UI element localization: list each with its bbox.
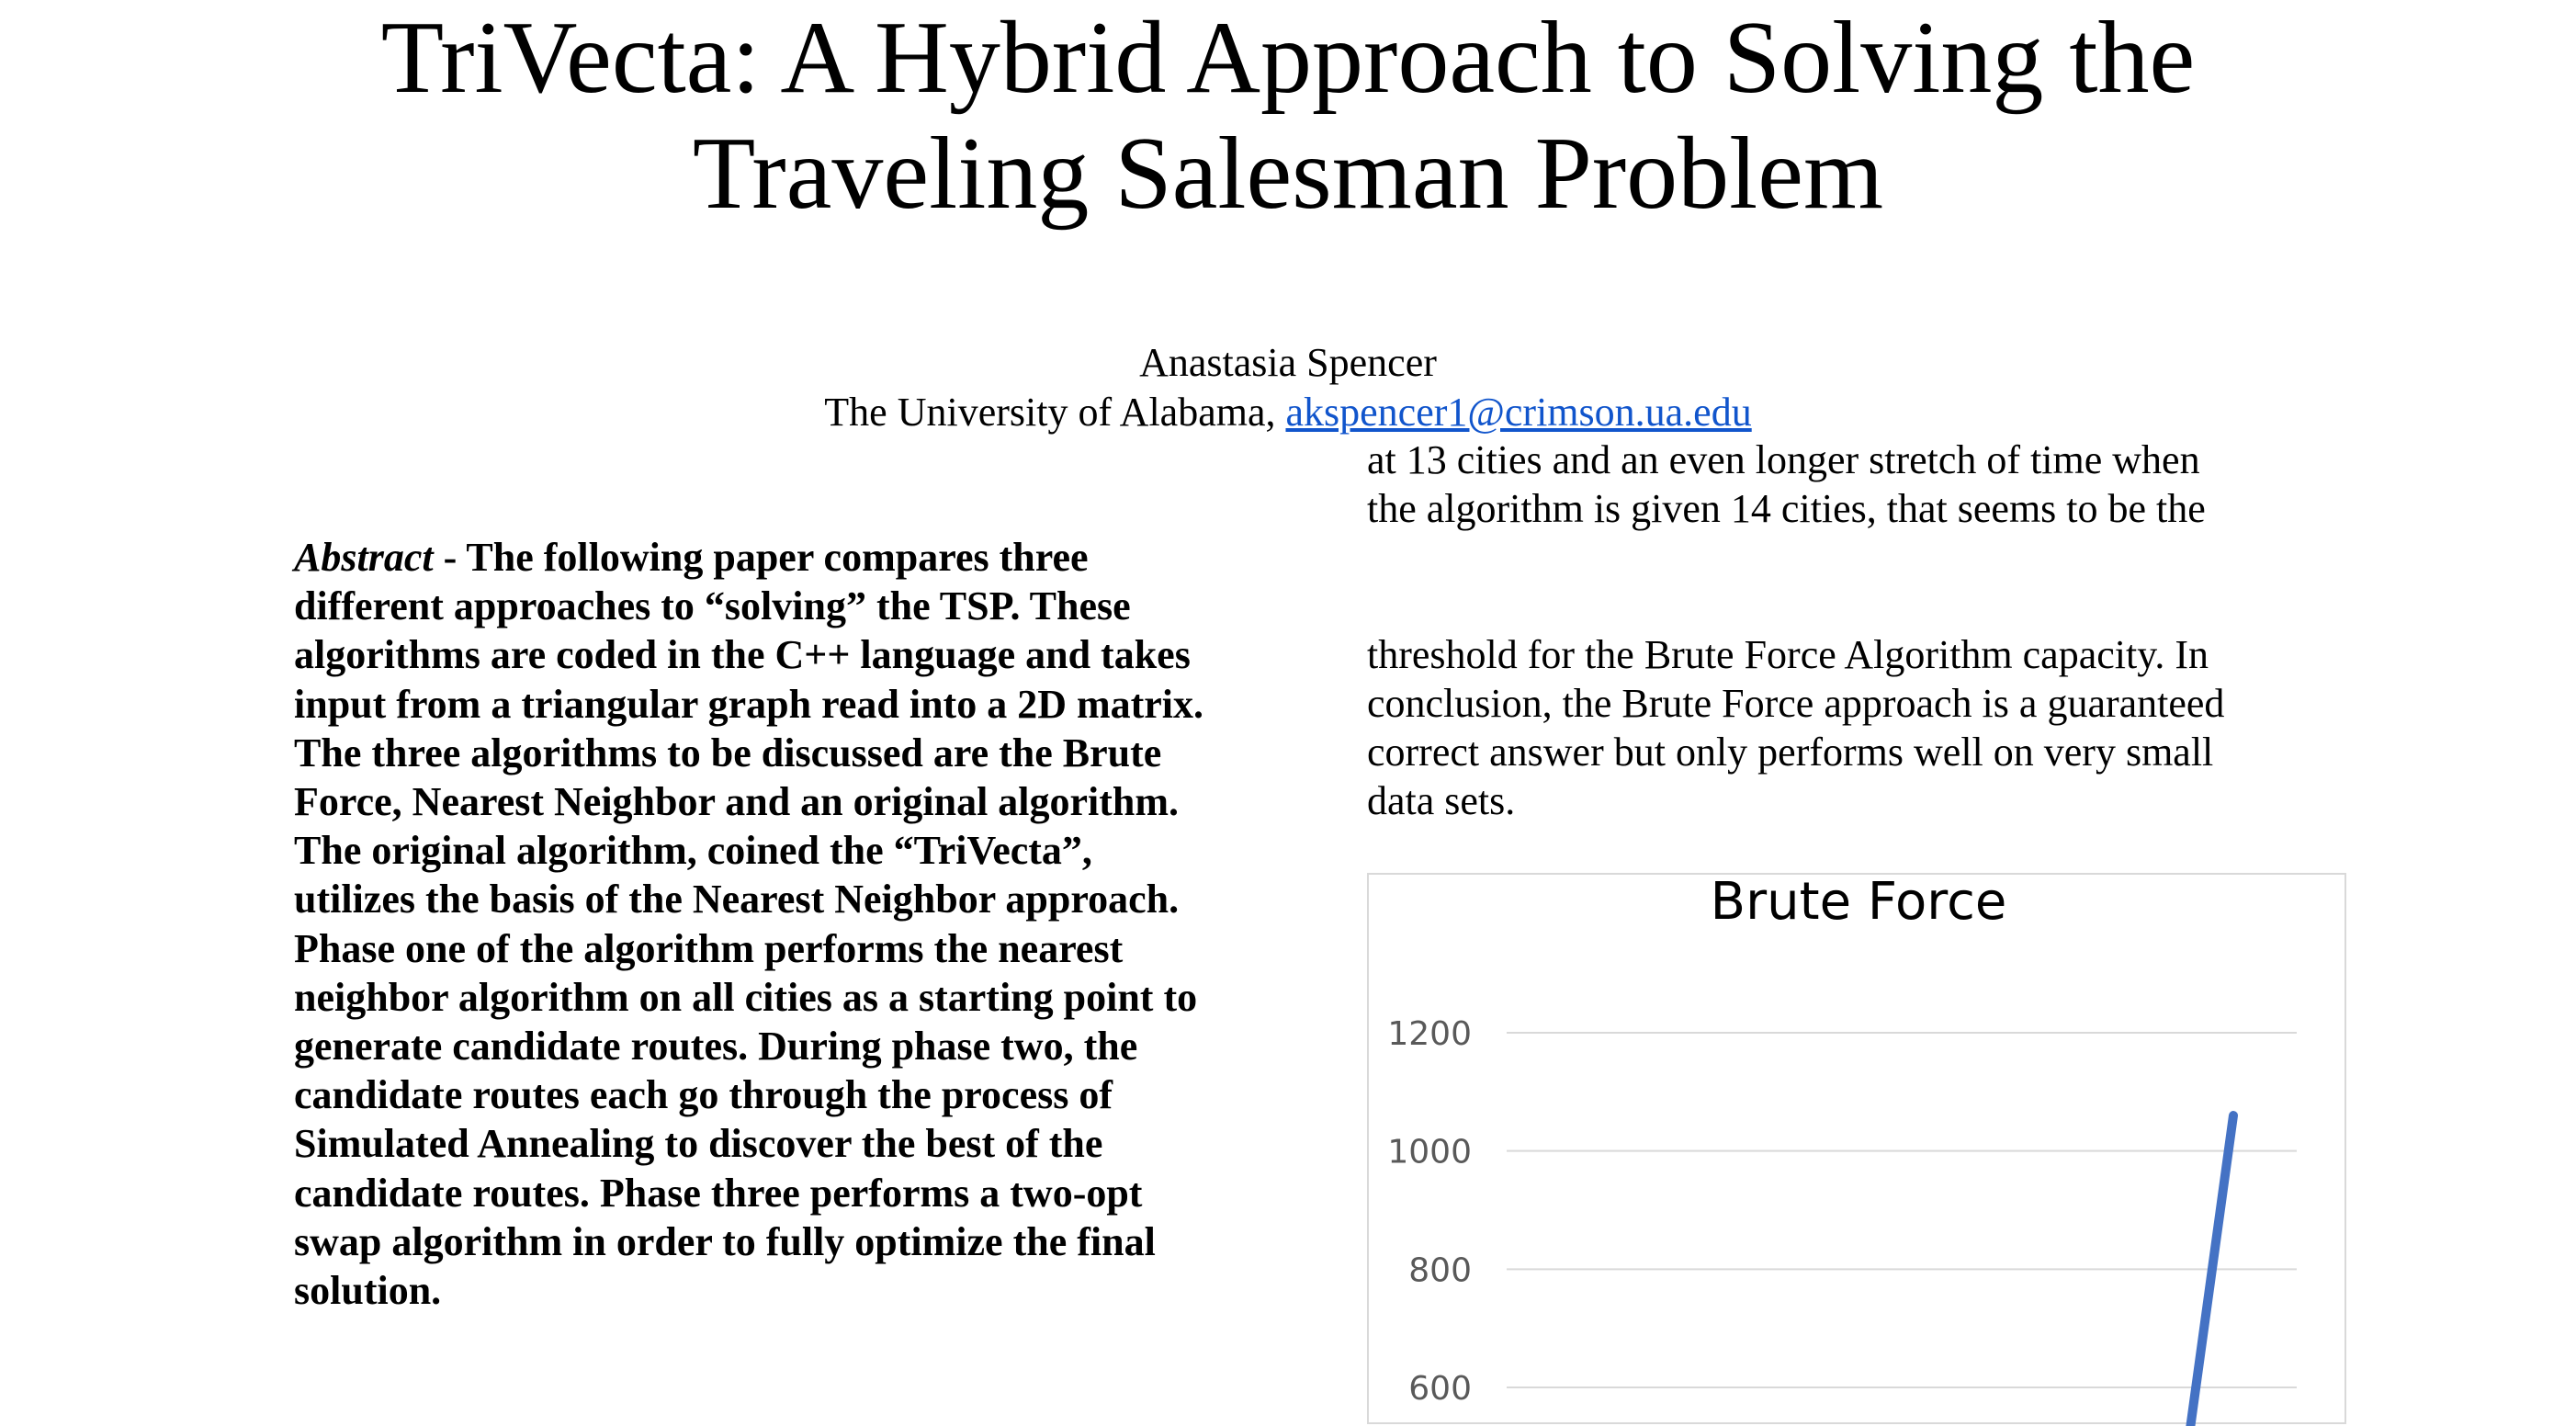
affiliation: The University of Alabama, xyxy=(824,390,1286,435)
paper-title xyxy=(0,0,2576,232)
y-tick-label-800: 800 xyxy=(1408,1251,1472,1290)
affiliation-line xyxy=(0,388,2576,437)
title-line-2: Traveling Salesman Problem xyxy=(692,117,1884,231)
author-block xyxy=(0,338,2576,437)
chart-gridlines xyxy=(1507,1033,2297,1426)
abstract xyxy=(294,533,1222,1315)
right-text-line: conclusion, the Brute Force approach is a guaranteed xyxy=(1367,681,2225,726)
chart-svg xyxy=(1369,875,2348,1426)
y-tick-label-600: 600 xyxy=(1408,1370,1472,1408)
abstract-text: - The following paper compares three different approaches to “solving” the TSP. These algorithms are coded in the C++ language and takes input from a triangular graph read into a 2D matrix. The three algorithms to be discussed are the Brute Force, Nearest Neighbor and an original algorithm. The original algorithm, coined the “TriVecta”, utilizes the basis of the Nearest Neighbor approach. Phase one of the algorithm performs the nearest neighbor algorithm on all cities as a starting point to generate candidate routes. During phase two, the candidate routes each go through the process of Simulated Annealing to discover the best of the candidate routes. Phase three performs a two-opt swap algorithm in order to fully optimize the final solution. xyxy=(294,535,1204,1314)
author-name: Anastasia Spencer xyxy=(1139,340,1437,385)
series-line-brute-force xyxy=(2147,1115,2233,1426)
chart-series xyxy=(2147,1115,2233,1426)
right-text-line: data sets. xyxy=(1367,778,1516,823)
author-email-link[interactable]: akspencer1@crimson.ua.edu xyxy=(1285,390,1752,435)
right-text-line: the algorithm is given 14 cities, that seems to be the xyxy=(1367,486,2206,531)
brute-force-chart xyxy=(1367,873,2346,1424)
y-tick-label-1200: 1200 xyxy=(1387,1015,1472,1053)
chart-title: Brute Force xyxy=(1710,875,2007,932)
right-column-text-bottom xyxy=(1367,630,2332,825)
right-text-line: correct answer but only performs well on very small xyxy=(1367,730,2214,775)
y-tick-label-1000: 1000 xyxy=(1387,1133,1472,1171)
right-text-line: threshold for the Brute Force Algorithm capacity. In xyxy=(1367,632,2209,677)
abstract-label: Abstract xyxy=(294,535,434,580)
chart-y-tick-labels xyxy=(1387,1015,1472,1426)
right-column-text-top xyxy=(1367,436,2332,533)
right-text-line: at 13 cities and an even longer stretch of time when xyxy=(1367,437,2200,482)
title-line-1: TriVecta: A Hybrid Approach to Solving the xyxy=(380,1,2196,115)
